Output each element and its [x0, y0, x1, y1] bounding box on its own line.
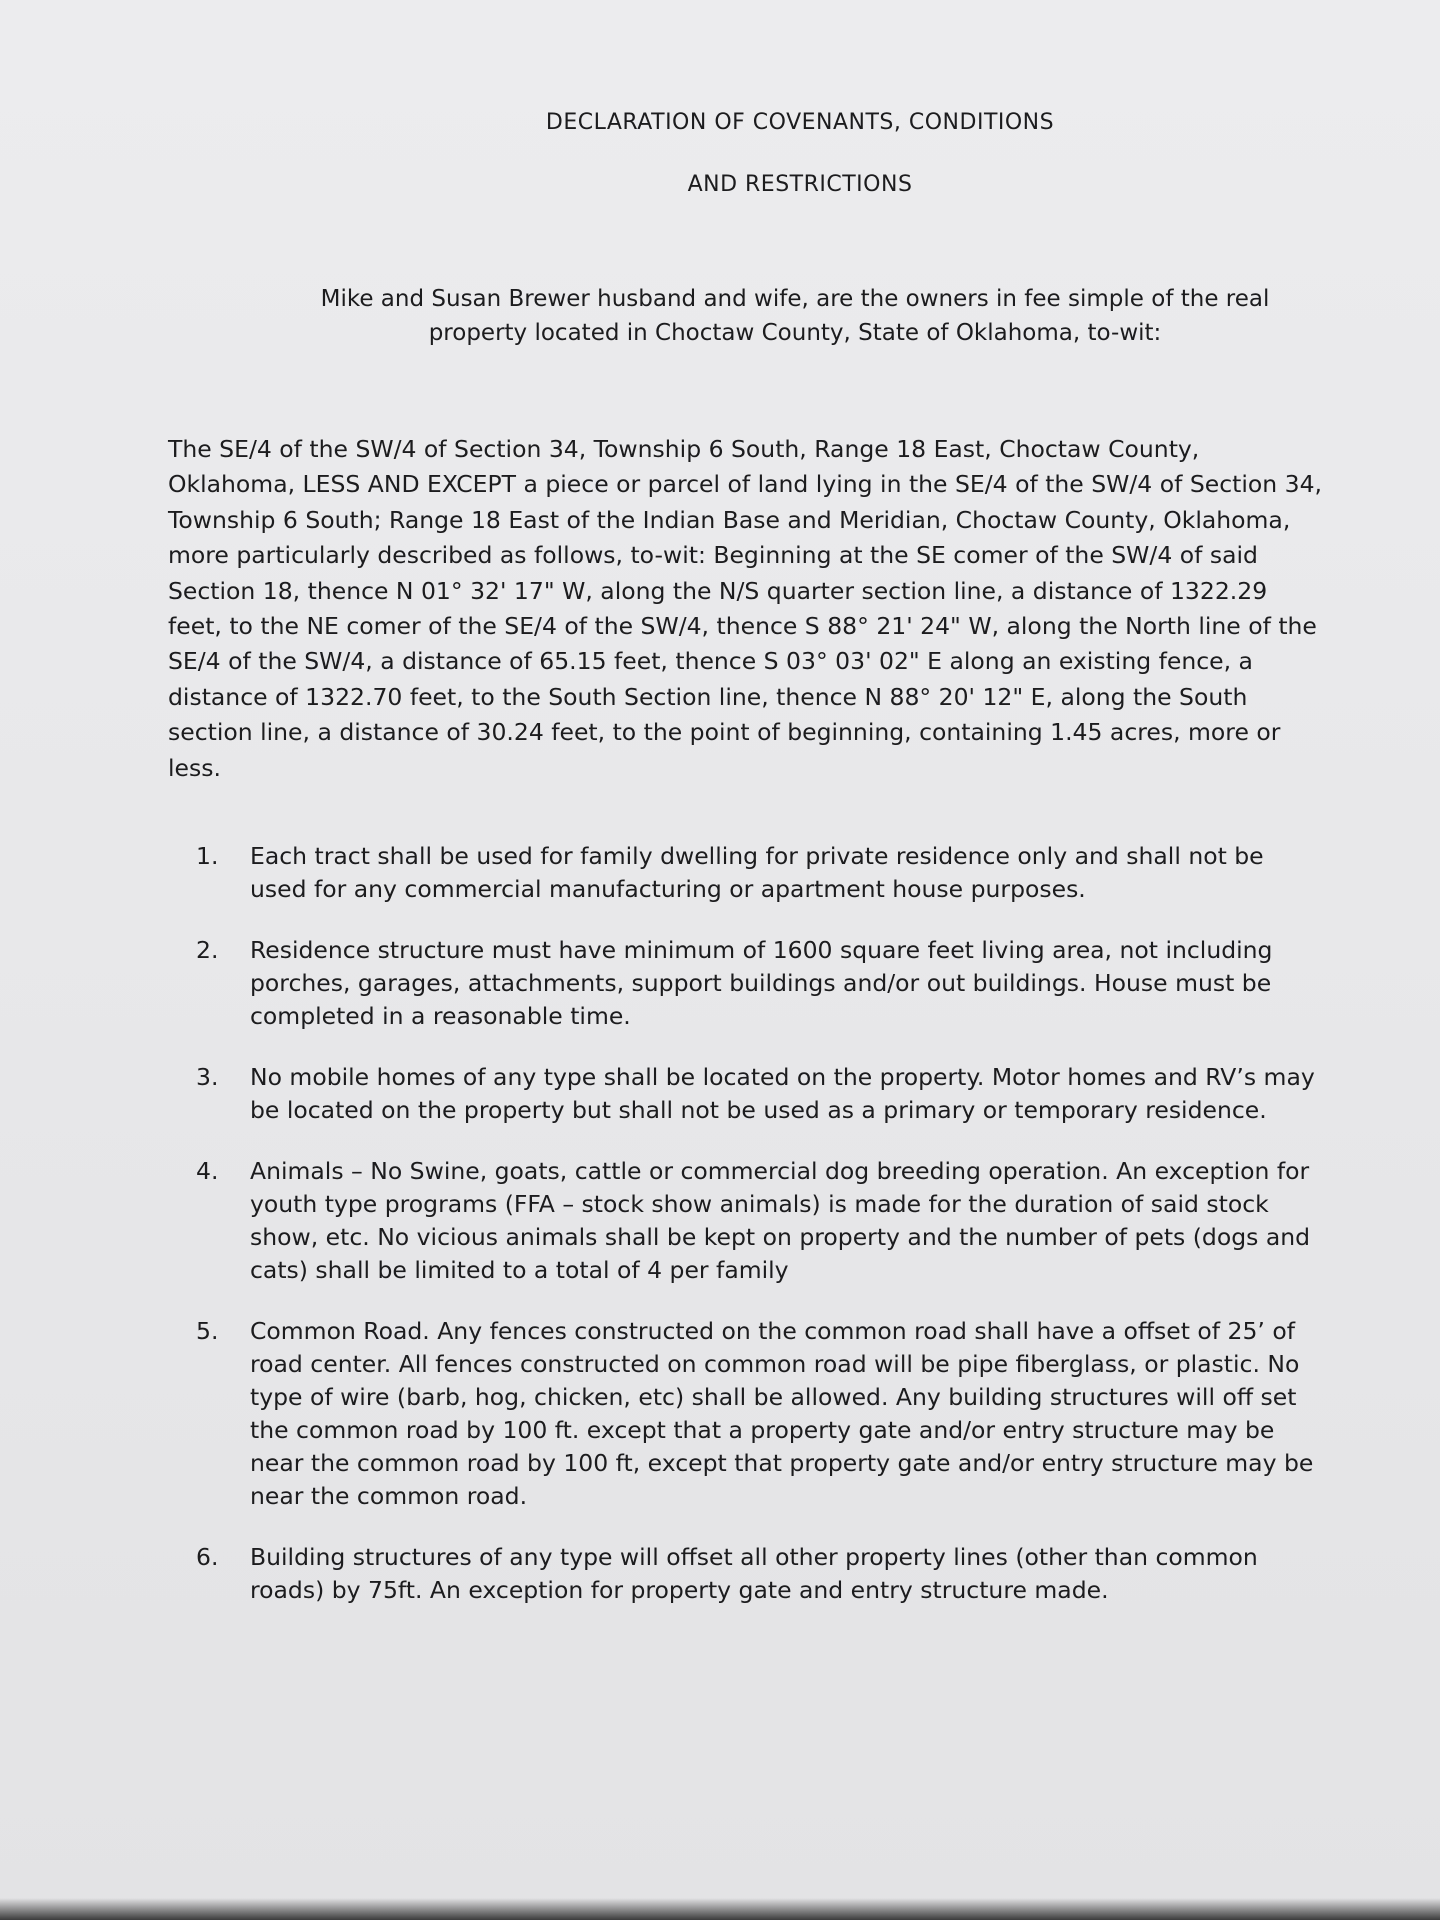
- covenant-item-1: [180, 840, 1320, 906]
- covenant-number: 1.: [196, 842, 219, 870]
- covenant-text: Animals – No Swine, goats, cattle or commercial dog breeding operation. An exception for youth type programs (FFA – stock show animals) is made for the duration of said stock show, etc. No vicious animals shall be kept on property and the number of pets (dogs and cats) shall be limited to a total of 4 per family: [250, 1157, 1311, 1284]
- document-title-line-1: DECLARATION OF COVENANTS, CONDITIONS: [545, 110, 1055, 135]
- legal-description: The SE/4 of the SW/4 of Section 34, Township 6 South, Range 18 East, Choctaw County, Oklahoma, LESS AND EXCEPT a piece or parcel of land lying in the SE/4 of the SW/4 of Section 34, Township 6 South; Range 18 East of the Indian Base and Meridian, Choctaw County, Oklahoma, more particularly described as follows, to-wit: Beginning at the SE comer of the SW/4 of said Section 18, thence N 01° 32' 17" W, along the N/S quarter section line, a distance of 1322.29 feet, to the NE comer of the SE/4 of the SW/4, thence S 88° 21' 24" W, along the North line of the SE/4 of the SW/4, a distance of 65.15 feet, thence S 03° 03' 02" E along an existing fence, a distance of 1322.70 feet, to the South Section line, thence N 88° 20' 12" E, along the South section line, a distance of 30.24 feet, to the point of beginning, containing 1.45 acres, more or less.: [168, 435, 1323, 782]
- covenant-number: 6.: [196, 1543, 219, 1571]
- covenant-text: Building structures of any type will offset all other property lines (other than common roads) by 75ft. An exception for property gate and entry structure made.: [250, 1543, 1258, 1604]
- covenant-text: Common Road. Any fences constructed on the common road shall have a offset of 25’ of road center. All fences constructed on common road will be pipe fiberglass, or plastic. No type of wire (barb, hog, chicken, etc) shall be allowed. Any building structures will off set the common road by 100 ft. except that a property gate and/or entry structure may be near the common road by 100 ft, except that property gate and/or entry structure may be near the common road.: [250, 1317, 1314, 1510]
- page-bottom-shadow: [0, 1898, 1440, 1920]
- covenant-item-5: [180, 1315, 1320, 1513]
- covenant-list: [180, 840, 1320, 1635]
- covenant-number: 2.: [196, 936, 219, 964]
- covenant-text: Residence structure must have minimum of 1600 square feet living area, not including porches, garages, attachments, support buildings and/or out buildings. House must be completed in a reasonable time.: [250, 936, 1273, 1030]
- covenant-item-4: [180, 1155, 1320, 1287]
- covenant-number: 5.: [196, 1317, 219, 1345]
- covenant-item-3: [180, 1061, 1320, 1127]
- document-title-line-2: AND RESTRICTIONS: [687, 172, 913, 197]
- owners-statement: Mike and Susan Brewer husband and wife, are the owners in fee simple of the real property located in Choctaw County, State of Oklahoma, to-wit:: [320, 286, 1270, 346]
- covenant-text: Each tract shall be used for family dwelling for private residence only and shall not be used for any commercial manufacturing or apartment house purposes.: [250, 842, 1264, 903]
- covenant-number: 4.: [196, 1157, 219, 1185]
- covenant-number: 3.: [196, 1063, 219, 1091]
- covenant-item-2: [180, 934, 1320, 1033]
- covenant-text: No mobile homes of any type shall be located on the property. Motor homes and RV’s may be located on the property but shall not be used as a primary or temporary residence.: [250, 1063, 1315, 1124]
- covenant-item-6: [180, 1541, 1320, 1607]
